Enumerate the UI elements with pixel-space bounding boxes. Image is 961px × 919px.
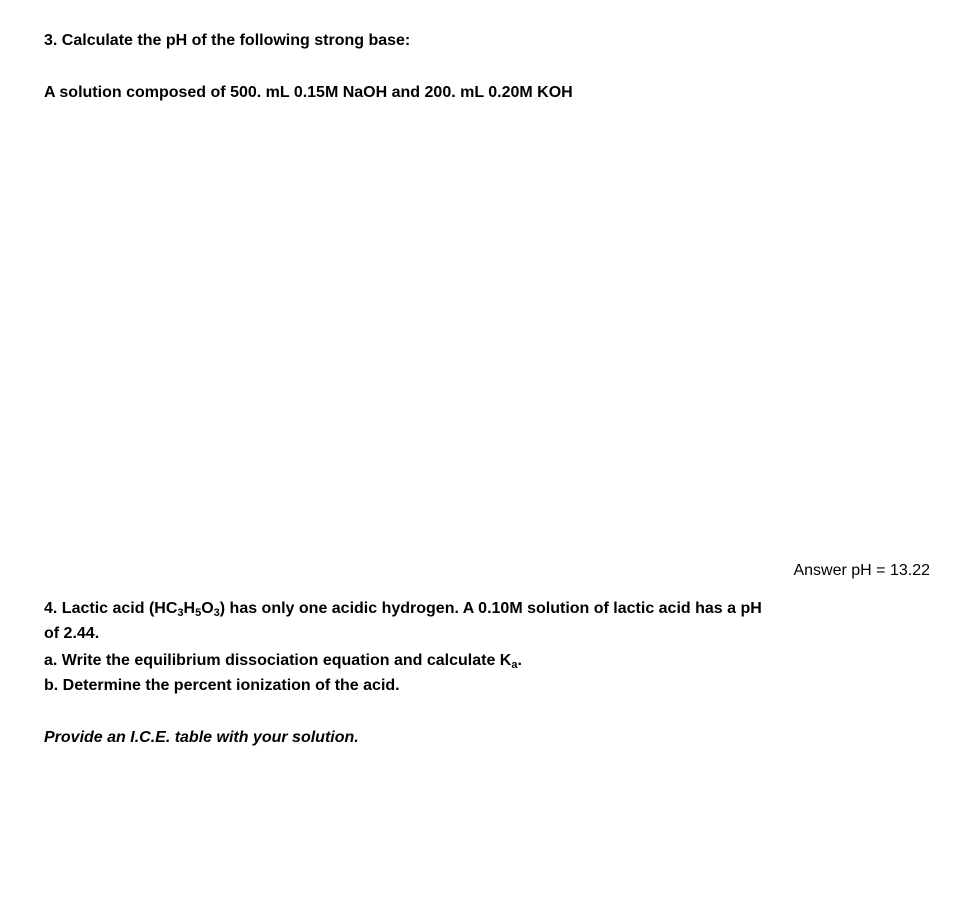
- question-3-title: 3. Calculate the pH of the following strong base:: [44, 32, 411, 49]
- q4-text-o: O: [201, 600, 214, 617]
- question-4-instruction: Provide an I.C.E. table with your solution.: [44, 729, 359, 746]
- question-4-part-a: [44, 651, 522, 671]
- q4-text-h: H: [183, 600, 196, 617]
- q4-text-suffix: ) has only one acidic hydrogen. A 0.10M solution of lactic acid has a pH: [219, 600, 762, 617]
- part-a-subscript: a: [511, 659, 518, 671]
- question-4-line-1: [44, 599, 762, 619]
- q4-subscript-2: 5: [195, 607, 202, 619]
- q4-subscript-3: 3: [213, 607, 220, 619]
- q4-text-prefix: 4. Lactic acid (HC: [44, 600, 178, 617]
- part-a-text: a. Write the equilibrium dissociation equation and calculate K: [44, 652, 512, 669]
- q4-subscript-1: 3: [177, 607, 184, 619]
- question-3-answer: Answer pH = 13.22: [793, 562, 930, 579]
- part-a-period: .: [517, 652, 522, 669]
- question-4-part-b: b. Determine the percent ionization of the acid.: [44, 677, 400, 694]
- question-3-prompt: A solution composed of 500. mL 0.15M NaOH and 200. mL 0.20M KOH: [44, 84, 573, 101]
- question-4-line-2: of 2.44.: [44, 625, 100, 642]
